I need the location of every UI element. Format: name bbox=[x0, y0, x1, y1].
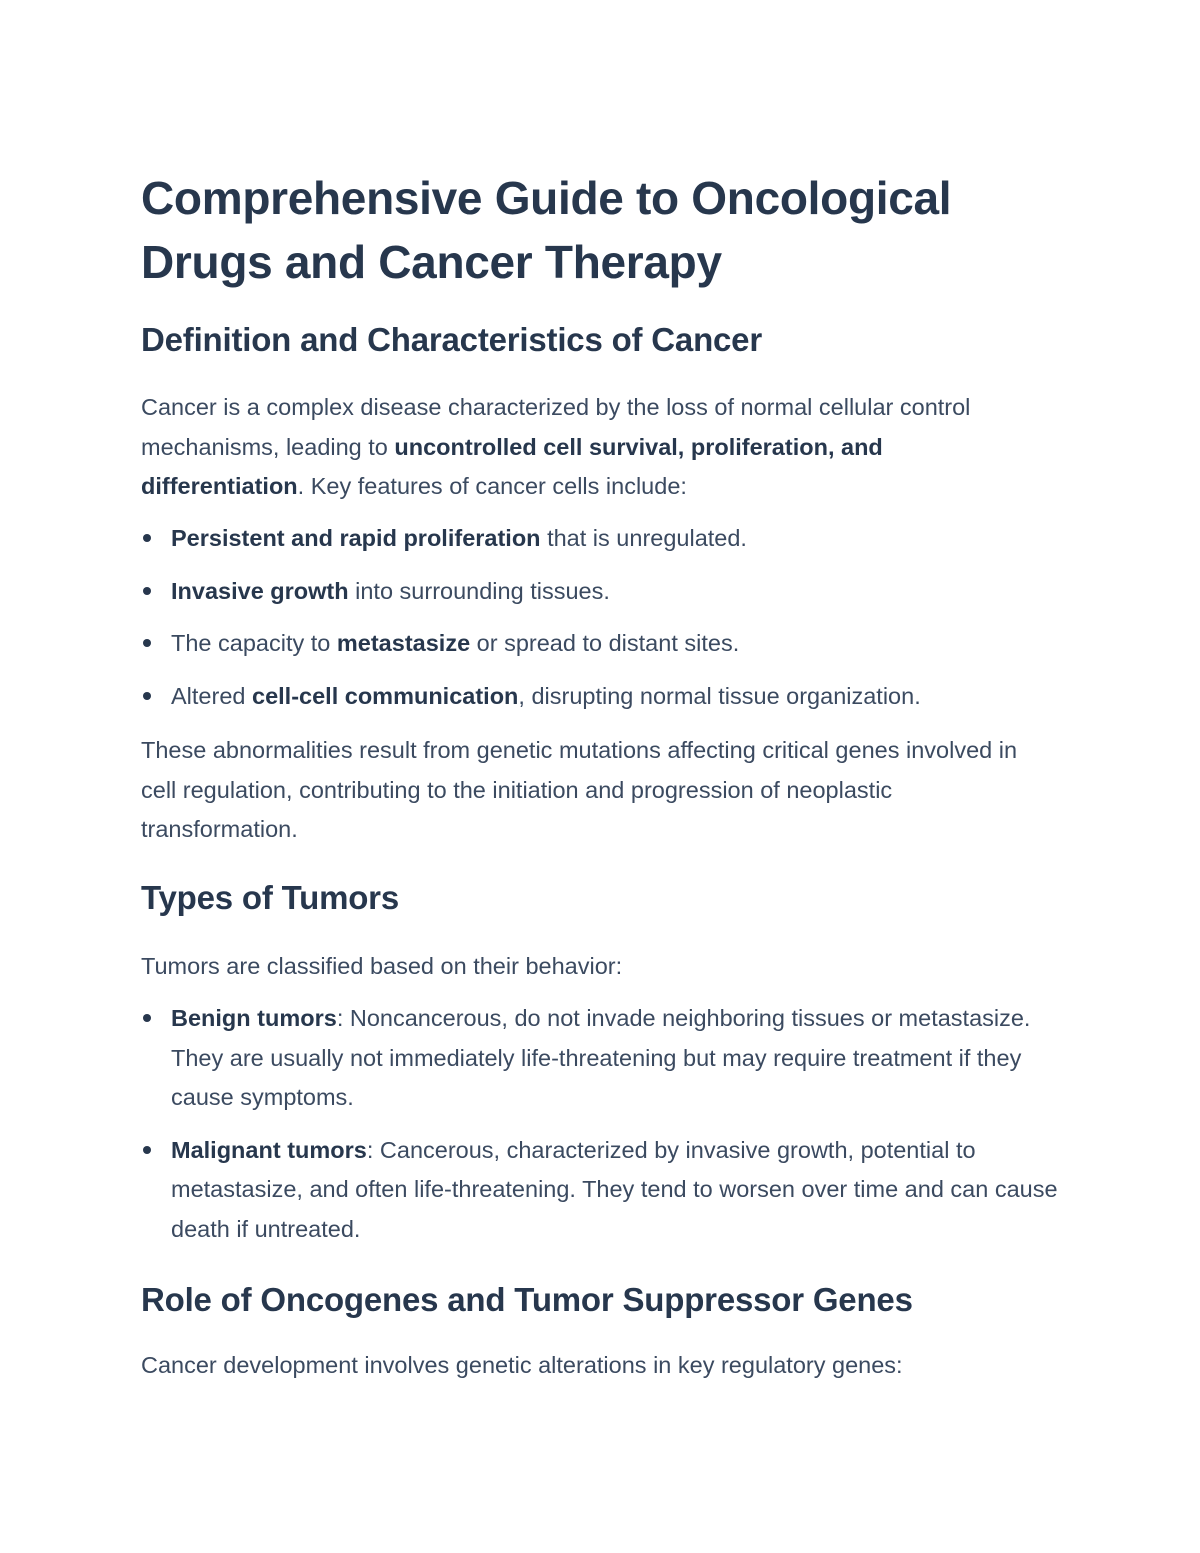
bullet-icon bbox=[143, 534, 151, 542]
section-cancer-intro bbox=[141, 388, 1051, 507]
list-item: Malignant tumors: Cancerous, characterized by invasive growth, potential to metastasize, and often life-threatening. They tend to worsen over time and can cause death if untreated. bbox=[141, 1131, 1071, 1250]
bullet-icon bbox=[143, 692, 151, 700]
list-item: Benign tumors: Noncancerous, do not invade neighboring tissues or metastasize. They are usually not immediately life-threatening but may require treatment if they cause symptoms. bbox=[141, 999, 1071, 1118]
list-item: The capacity to metastasize or spread to distant sites. bbox=[141, 624, 1071, 664]
intro-text-1: Cancer is a complex disease characterized by the loss of normal cellular control mechanisms, leading to bbox=[141, 394, 971, 460]
cancer-features-list bbox=[141, 519, 1071, 716]
bullet-icon bbox=[143, 1014, 151, 1022]
section-oncogenes-intro: Cancer development involves genetic alterations in key regulatory genes: bbox=[141, 1352, 903, 1378]
section-tumor-intro: Tumors are classified based on their behavior: bbox=[141, 953, 623, 979]
intro-bold-1: uncontrolled cell survival, proliferation, and differentiation bbox=[141, 433, 883, 499]
intro-text-2: . Key features of cancer cells include: bbox=[297, 473, 687, 499]
bullet-icon bbox=[143, 1146, 151, 1154]
section-heading-cancer-definition: Definition and Characteristics of Cancer bbox=[141, 321, 762, 358]
section-heading-oncogenes: Role of Oncogenes and Tumor Suppressor Genes bbox=[141, 1281, 913, 1318]
section-heading-tumor-types: Types of Tumors bbox=[141, 879, 399, 916]
bullet-icon bbox=[143, 587, 151, 595]
bullet-icon bbox=[143, 639, 151, 647]
list-item: Altered cell-cell communication, disrupting normal tissue organization. bbox=[141, 677, 1071, 717]
list-item: Invasive growth into surrounding tissues. bbox=[141, 572, 1071, 612]
section-cancer-outro: These abnormalities result from genetic mutations affecting critical genes involved in cell regulation, contributing to the initiation and progression of neoplastic transformation. bbox=[141, 737, 1018, 842]
page-title: Comprehensive Guide to Oncological Drugs and Cancer Therapy bbox=[141, 172, 952, 288]
list-item: Persistent and rapid proliferation that is unregulated. bbox=[141, 519, 1071, 559]
tumor-types-list bbox=[141, 999, 1071, 1249]
